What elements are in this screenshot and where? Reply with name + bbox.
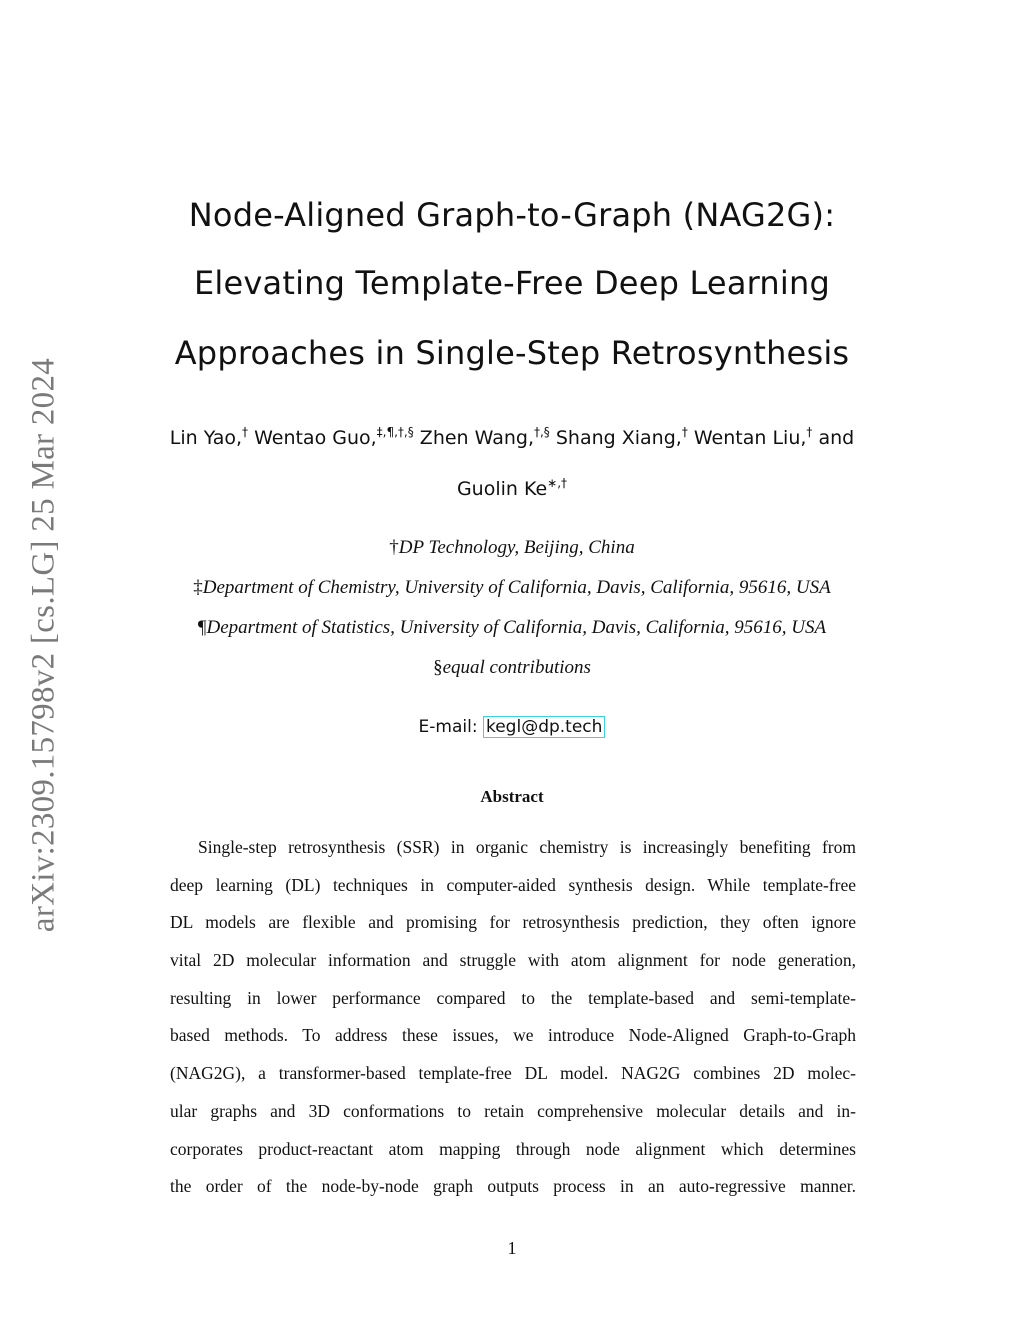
author-list <box>0 425 1024 449</box>
author-list-continued <box>0 476 1024 500</box>
author-name: Wentan Liu, <box>693 427 807 449</box>
abstract-line: based methods. To address these issues, we introduce Node-Aligned Graph-to-Graph <box>170 1025 856 1046</box>
contact-email-line <box>0 716 1024 738</box>
affiliation-text: equal contributions <box>442 657 591 678</box>
email-label: E-mail: <box>418 717 478 737</box>
affiliation-text: Department of Statistics, University of California, Davis, California, 95616, USA <box>206 617 827 638</box>
abstract-body <box>170 834 856 1211</box>
author-affiliation-marks: ‡,¶,†,§ <box>376 425 414 439</box>
abstract-line: Single-step retrosynthesis (SSR) in organic chemistry is increasingly benefiting from <box>198 837 856 857</box>
paper-title-line-2: Elevating Template-Free Deep Learning <box>193 264 830 302</box>
affiliation-mark: ¶ <box>197 617 207 638</box>
author-name: Lin Yao, <box>169 427 243 449</box>
affiliation-line <box>0 577 1024 599</box>
affiliation-mark: § <box>433 657 443 678</box>
abstract-line: the order of the node-by-node graph outputs process in an auto-regressive manner. <box>170 1176 856 1197</box>
author-affiliation-marks: †,§ <box>533 425 550 439</box>
abstract-line: DL models are flexible and promising for retrosynthesis prediction, they often ignore <box>170 912 856 933</box>
author-name: Zhen Wang, <box>419 427 534 449</box>
affiliation-text: Department of Chemistry, University of California, Davis, California, 95616, USA <box>202 577 831 598</box>
author-name: Wentao Guo, <box>254 427 377 449</box>
abstract-line: (NAG2G), a transformer-based template-free DL model. NAG2G combines 2D molec- <box>170 1063 856 1084</box>
abstract-line: corporates product-reactant atom mapping through node alignment which determines <box>170 1138 856 1159</box>
page-number: 1 <box>507 1238 517 1258</box>
abstract-line: deep learning (DL) techniques in computer-aided synthesis design. While template-free <box>170 874 856 895</box>
affiliation-line <box>0 657 1024 679</box>
affiliation-mark: † <box>389 537 399 558</box>
abstract-line: resulting in lower performance compared to the template-based and semi-template- <box>170 987 856 1008</box>
affiliation-text: DP Technology, Beijing, China <box>398 537 635 558</box>
author-conjunction: and <box>818 427 855 449</box>
paper-title-line-3: Approaches in Single-Step Retrosynthesis <box>174 334 850 372</box>
affiliation-line <box>0 617 1024 639</box>
arxiv-identifier-stamp: arXiv:2309.15798v2 [cs.LG] 25 Mar 2024 <box>25 357 62 933</box>
author-affiliation-marks: ∗,† <box>547 476 568 490</box>
author-name: Guolin Ke <box>456 478 548 500</box>
paper-title-line-1: Node-Aligned Graph-to-Graph (NAG2G): <box>188 196 836 234</box>
affiliation-line <box>0 537 1024 559</box>
email-link[interactable]: kegl@dp.tech <box>483 716 605 738</box>
affiliation-mark: ‡ <box>193 577 203 598</box>
author-affiliation-marks: † <box>806 425 813 439</box>
abstract-line: vital 2D molecular information and struggle with atom alignment for node generation, <box>170 950 856 971</box>
author-affiliation-marks: † <box>242 425 249 439</box>
author-affiliation-marks: † <box>681 425 688 439</box>
abstract-line: ular graphs and 3D conformations to retain comprehensive molecular details and in- <box>170 1100 856 1121</box>
abstract-heading: Abstract <box>480 787 544 806</box>
author-name: Shang Xiang, <box>555 427 682 449</box>
